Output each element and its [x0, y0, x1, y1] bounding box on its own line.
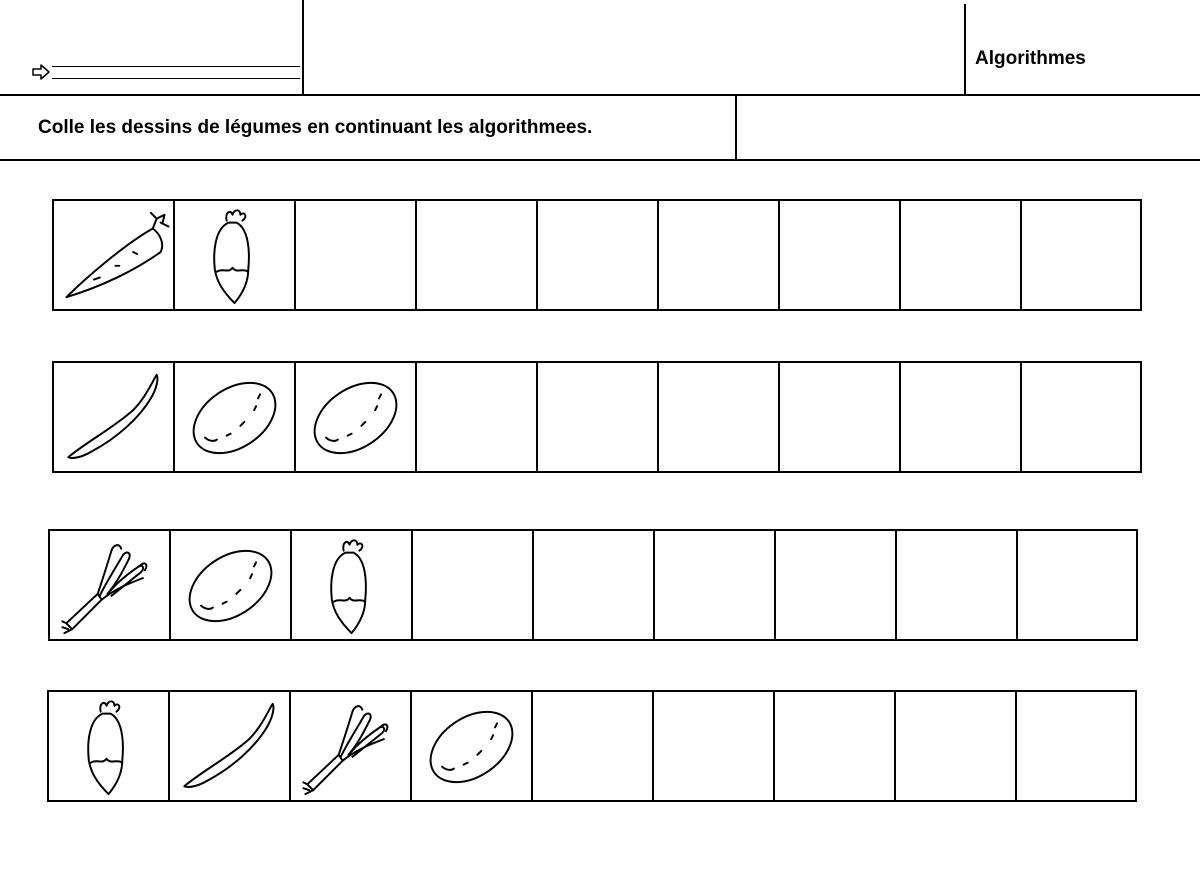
cell-green-bean: [170, 692, 291, 800]
empty-cell[interactable]: [1022, 201, 1143, 309]
empty-cell[interactable]: [1018, 531, 1139, 639]
cell-leek: [291, 692, 412, 800]
header-top-divider: [0, 94, 1200, 96]
pattern-row-1: [52, 199, 1142, 311]
empty-cell[interactable]: [780, 201, 901, 309]
cell-potato: [412, 692, 533, 800]
empty-cell[interactable]: [776, 531, 897, 639]
cell-radish: [175, 201, 296, 309]
radish-icon: [49, 692, 168, 800]
carrot-icon: [54, 201, 173, 309]
instruction-text: Colle les dessins de légumes en continuant les algorithmees.: [38, 117, 593, 138]
radish-icon: [175, 201, 294, 309]
green-bean-icon: [54, 363, 173, 471]
empty-cell[interactable]: [413, 531, 534, 639]
empty-cell[interactable]: [896, 692, 1017, 800]
cell-radish: [49, 692, 170, 800]
name-line-1[interactable]: [52, 66, 300, 67]
empty-cell[interactable]: [654, 692, 775, 800]
cell-potato: [171, 531, 292, 639]
page-title: Algorithmes: [975, 48, 1086, 69]
empty-cell[interactable]: [775, 692, 896, 800]
empty-cell[interactable]: [659, 363, 780, 471]
cell-leek: [50, 531, 171, 639]
header-bottom-divider: [0, 159, 1200, 161]
title-box-divider: [964, 4, 966, 94]
arrow-right-icon: [32, 64, 50, 80]
instruction-box-divider: [735, 96, 737, 159]
empty-cell[interactable]: [659, 201, 780, 309]
radish-icon: [292, 531, 411, 639]
empty-cell[interactable]: [417, 201, 538, 309]
empty-cell[interactable]: [655, 531, 776, 639]
empty-cell[interactable]: [296, 201, 417, 309]
empty-cell[interactable]: [780, 363, 901, 471]
empty-cell[interactable]: [901, 201, 1022, 309]
potato-icon: [175, 363, 294, 471]
empty-cell[interactable]: [538, 201, 659, 309]
empty-cell[interactable]: [533, 692, 654, 800]
potato-icon: [171, 531, 290, 639]
empty-cell[interactable]: [1017, 692, 1138, 800]
empty-cell[interactable]: [534, 531, 655, 639]
name-box-divider: [302, 0, 304, 94]
empty-cell[interactable]: [1022, 363, 1143, 471]
empty-cell[interactable]: [417, 363, 538, 471]
pattern-row-3: [48, 529, 1138, 641]
pattern-row-4: [47, 690, 1137, 802]
leek-icon: [50, 531, 169, 639]
cell-carrot: [54, 201, 175, 309]
cell-potato: [296, 363, 417, 471]
cell-green-bean: [54, 363, 175, 471]
cell-potato: [175, 363, 296, 471]
potato-icon: [296, 363, 415, 471]
potato-icon: [412, 692, 531, 800]
leek-icon: [291, 692, 410, 800]
pattern-row-2: [52, 361, 1142, 473]
green-bean-icon: [170, 692, 289, 800]
cell-radish: [292, 531, 413, 639]
empty-cell[interactable]: [901, 363, 1022, 471]
empty-cell[interactable]: [897, 531, 1018, 639]
empty-cell[interactable]: [538, 363, 659, 471]
name-line-2[interactable]: [52, 78, 300, 79]
